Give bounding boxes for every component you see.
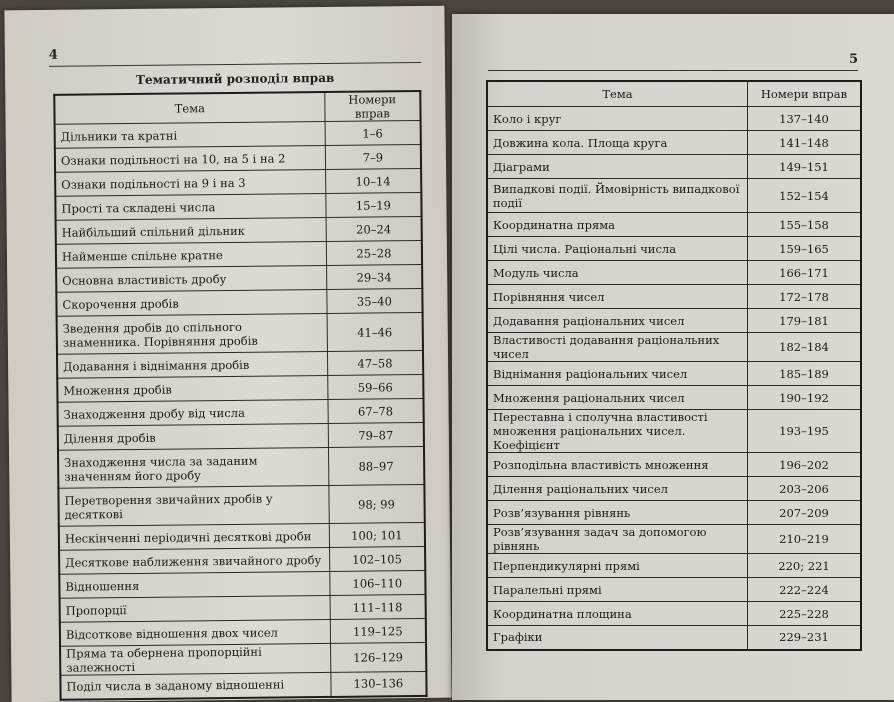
table-body <box>55 120 427 699</box>
exercise-range-cell: 185–189 <box>748 362 861 386</box>
table-row <box>487 309 861 333</box>
exercise-range-cell: 67–78 <box>328 398 424 423</box>
exercise-range-cell: 152–154 <box>748 179 861 213</box>
exercise-range-cell: 41–46 <box>327 312 423 351</box>
exercise-range-cell: 119–125 <box>330 618 426 643</box>
topic-cell: Коло і круг <box>487 107 748 131</box>
table-row <box>487 237 861 261</box>
topic-cell: Ділення раціональних чисел <box>487 477 748 501</box>
exercise-range-cell: 20–24 <box>326 216 422 241</box>
topic-cell: Найменше спільне кратне <box>56 241 327 268</box>
exercise-range-cell: 47–58 <box>327 350 423 375</box>
topic-cell: Перетворення звичайних дробів у десяткові <box>58 485 329 526</box>
topic-cell: Паралельні прямі <box>487 578 748 602</box>
topic-cell: Множення раціональних чисел <box>487 386 748 410</box>
topic-cell: Найбільший спільний дільник <box>56 217 327 244</box>
exercise-range-cell: 193–195 <box>748 410 861 453</box>
topic-cell: Дільники та кратні <box>55 121 326 148</box>
topic-cell: Довжина кола. Площа круга <box>487 131 748 155</box>
topic-cell: Порівняння чисел <box>487 285 748 309</box>
table-row <box>487 386 861 410</box>
table-row <box>57 312 423 354</box>
topic-cell: Десяткове наближення звичайного дробу <box>59 547 330 574</box>
exercise-range-cell: 166–171 <box>748 261 861 285</box>
topic-cell: Зведення дробів до спільного знаменника. Порівняння дробів <box>57 313 328 354</box>
exercise-range-cell: 220; 221 <box>748 554 861 578</box>
column-header-exercises: Номери вправ <box>748 81 861 107</box>
exercise-range-cell: 190–192 <box>748 386 861 410</box>
topic-cell: Додавання і віднімання дробів <box>57 351 328 378</box>
exercise-range-cell: 10–14 <box>325 168 421 193</box>
exercise-range-cell: 102–105 <box>329 546 425 571</box>
table-row <box>487 155 861 179</box>
topic-cell: Скорочення дробів <box>56 289 327 316</box>
exercise-range-cell: 15–19 <box>326 192 422 217</box>
exercise-range-cell: 222–224 <box>748 578 861 602</box>
exercise-range-cell: 100; 101 <box>329 522 425 547</box>
table-row <box>487 261 861 285</box>
exercise-range-cell: 106–110 <box>330 570 426 595</box>
left-page <box>4 6 451 702</box>
topic-cell: Ознаки подільності на 10, на 5 і на 2 <box>55 145 326 172</box>
table-row <box>487 107 861 131</box>
table-row <box>487 285 861 309</box>
topic-cell: Множення дробів <box>57 375 328 402</box>
topic-cell: Координатна площина <box>487 602 748 626</box>
right-page <box>452 14 894 700</box>
table-row <box>60 642 426 675</box>
header-row <box>54 91 420 124</box>
exercise-range-cell: 126–129 <box>330 642 426 672</box>
topic-cell: Графіки <box>487 626 748 650</box>
topic-cell: Відношення <box>59 571 330 598</box>
topic-cell: Ділення дробів <box>58 423 329 450</box>
topic-cell: Ознаки подільності на 9 і на 3 <box>55 169 326 196</box>
table-row <box>487 602 861 626</box>
exercise-range-cell: 210–219 <box>748 525 861 554</box>
topic-cell: Пропорції <box>60 595 331 622</box>
exercise-range-cell: 1–6 <box>325 120 421 145</box>
exercise-range-cell: 203–206 <box>748 477 861 501</box>
column-header-topic: Тема <box>487 81 748 107</box>
table-row <box>58 484 424 526</box>
topic-cell: Розподільна властивість множення <box>487 453 748 477</box>
topic-cell: Віднімання раціональних чисел <box>487 362 748 386</box>
table-row <box>60 671 426 699</box>
exercise-range-cell: 29–34 <box>326 264 422 289</box>
table-row <box>487 179 861 213</box>
table-row <box>487 626 861 650</box>
page-number: 5 <box>848 52 858 67</box>
topic-cell: Переставна і сполучна властивості множення раціональних чисел. Коефіцієнт <box>487 410 748 453</box>
exercise-range-cell: 179–181 <box>748 309 861 333</box>
exercise-range-cell: 137–140 <box>748 107 861 131</box>
table-body <box>487 107 861 650</box>
exercise-range-cell: 111–118 <box>330 594 426 619</box>
table-row <box>487 213 861 237</box>
table-row <box>487 578 861 602</box>
exercise-range-cell: 182–184 <box>748 333 861 362</box>
exercise-range-cell: 229–231 <box>748 626 861 650</box>
column-header-exercises: Номери вправ <box>325 91 421 122</box>
exercise-range-cell: 207–209 <box>748 501 861 525</box>
table-row <box>487 362 861 386</box>
exercise-range-cell: 141–148 <box>748 131 861 155</box>
exercise-range-cell: 225–228 <box>748 602 861 626</box>
topic-cell: Пряма та обернена пропорційні залежності <box>60 643 331 675</box>
column-header-topic: Тема <box>54 92 325 124</box>
table-row <box>487 477 861 501</box>
exercise-range-cell: 35–40 <box>327 288 423 313</box>
table-caption: Тематичний розподіл вправ <box>135 70 335 87</box>
table-row <box>487 410 861 453</box>
exercise-range-cell: 25–28 <box>326 240 422 265</box>
table-row <box>487 333 861 362</box>
topic-cell: Відсоткове відношення двох чисел <box>60 619 331 646</box>
topic-cell: Розв’язування рівнянь <box>487 501 748 525</box>
topic-cell: Модуль числа <box>487 261 748 285</box>
table-row <box>487 525 861 554</box>
topic-cell: Знаходження дробу від числа <box>57 399 328 426</box>
header-row <box>487 81 861 107</box>
exercise-range-cell: 155–158 <box>748 213 861 237</box>
exercise-range-cell: 59–66 <box>328 374 424 399</box>
exercise-range-cell: 196–202 <box>748 453 861 477</box>
exercise-range-cell: 172–178 <box>748 285 861 309</box>
table-row <box>58 446 424 488</box>
exercise-range-cell: 7–9 <box>325 144 421 169</box>
topic-cell: Координатна пряма <box>487 213 748 237</box>
exercise-range-cell: 159–165 <box>748 237 861 261</box>
exercise-range-cell: 79–87 <box>328 422 424 447</box>
topic-cell: Цілі числа. Раціональні числа <box>487 237 748 261</box>
topic-cell: Прості та складені числа <box>55 193 326 220</box>
topics-table <box>53 90 427 700</box>
table-row <box>487 554 861 578</box>
exercise-range-cell: 88–97 <box>328 446 424 485</box>
topic-cell: Перпендикулярні прямі <box>487 554 748 578</box>
topic-cell: Основна властивість дробу <box>56 265 327 292</box>
exercise-range-cell: 149–151 <box>748 155 861 179</box>
topics-table <box>486 80 862 651</box>
exercise-range-cell: 130–136 <box>331 671 427 696</box>
topic-cell: Випадкові події. Ймовірність випадкової події <box>487 179 748 213</box>
topic-cell: Розв’язування задач за допомогою рівнянь <box>487 525 748 554</box>
table-row <box>487 501 861 525</box>
topic-cell: Знаходження числа за заданим значенням його дробу <box>58 447 329 488</box>
header-rule <box>488 70 858 71</box>
topic-cell: Додавання раціональних чисел <box>487 309 748 333</box>
exercise-range-cell: 98; 99 <box>329 484 425 523</box>
header-rule <box>49 62 421 67</box>
topic-cell: Діаграми <box>487 155 748 179</box>
page-number: 4 <box>48 47 58 63</box>
table-row <box>487 131 861 155</box>
topic-cell: Властивості додавання раціональних чисел <box>487 333 748 362</box>
topic-cell: Нескінченні періодичні десяткові дроби <box>59 523 330 550</box>
topic-cell: Поділ числа в заданому відношенні <box>60 672 331 699</box>
table-row <box>487 453 861 477</box>
